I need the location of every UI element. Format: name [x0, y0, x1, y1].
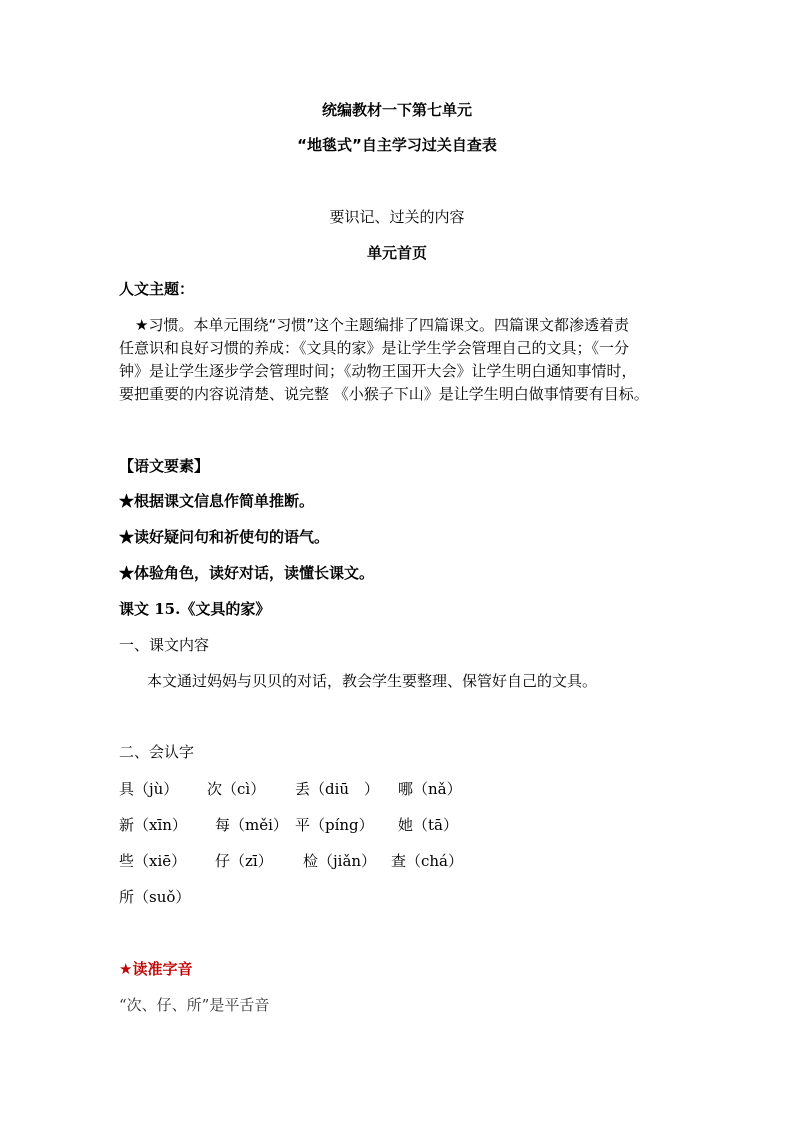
- char-item: 哪（nǎ）: [398, 780, 462, 798]
- theme-paragraph: [119, 314, 679, 406]
- char-item: 检（jiǎn）: [303, 852, 377, 870]
- section-content-text: 本文通过妈妈与贝贝的对话，教会学生要整理、保管好自己的文具。: [147, 672, 598, 690]
- lesson-title: 课文 15.《文具的家》: [119, 600, 271, 618]
- char-item: 新（xīn）: [119, 816, 187, 834]
- char-item: 查（chá）: [391, 852, 464, 870]
- theme-line-3: 钟》是让学生逐步学会管理时间；《动物王国开大会》让学生明白通知事情时，: [119, 362, 637, 380]
- document-subtitle: “地毯式”自主学习过关自查表: [297, 136, 497, 154]
- content-heading: 要识记、过关的内容: [329, 208, 465, 226]
- char-item: 每（měi）: [215, 816, 288, 834]
- char-item: 具（jù）: [119, 780, 179, 798]
- unit-front-page-title: 单元首页: [366, 244, 427, 262]
- section-content-title: 一、课文内容: [119, 636, 210, 654]
- char-item: 她（tā）: [398, 816, 458, 834]
- theme-line-2: 任意识和良好习惯的养成：《文具的家》是让学生学会管理自己的文具；《一分: [119, 339, 630, 357]
- language-element-item: ★读好疑问句和祈使句的语气。: [119, 528, 330, 546]
- section-recognize-title: 二、会认字: [119, 743, 195, 761]
- language-element-item: ★体验角色，读好对话，读懂长课文。: [119, 564, 375, 582]
- theme-label: 人文主题：: [119, 280, 195, 298]
- theme-line-1: ★习惯。本单元围绕“习惯”这个主题编排了四篇课文。四篇课文都渗透着责: [135, 316, 629, 334]
- char-item: 丢（diū ）: [295, 780, 380, 798]
- theme-line-4: 要把重要的内容说清楚、说完整 《小猴子下山》是让学生明白做事情要有目标。: [119, 385, 649, 403]
- char-item: 仔（zī）: [215, 852, 273, 870]
- char-item: 次（cì）: [207, 780, 266, 798]
- language-element-item: ★根据课文信息作简单推断。: [119, 492, 315, 510]
- char-item: 平（píng）: [295, 816, 374, 834]
- char-item: 所（suǒ）: [119, 888, 191, 906]
- document-title: 统编教材一下第七单元: [321, 101, 472, 119]
- pronunciation-text: “次、仔、所”是平舌音: [119, 996, 270, 1014]
- pronunciation-title: ★读准字音: [119, 960, 193, 978]
- language-elements-label: 【语文要素】: [119, 457, 210, 475]
- char-item: 些（xiē）: [119, 852, 187, 870]
